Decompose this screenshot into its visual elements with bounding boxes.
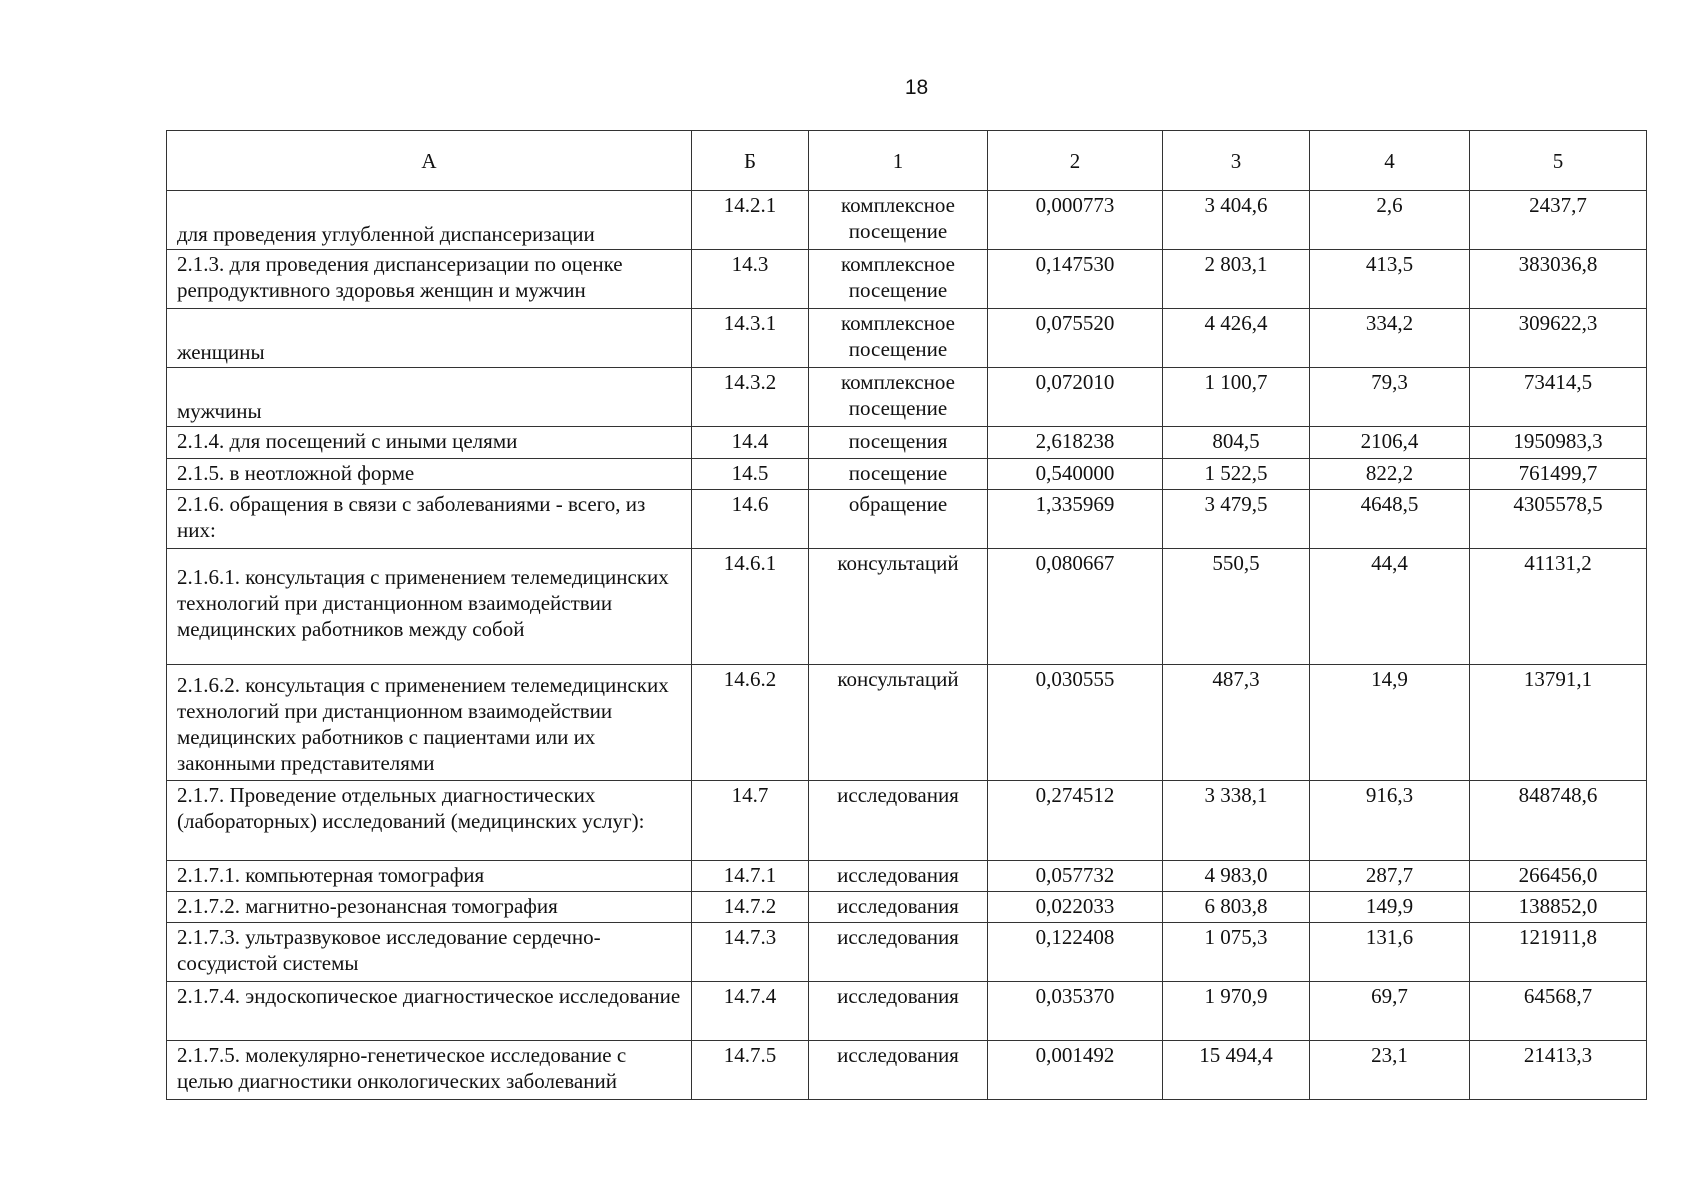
row-col-2: 0,001492 (988, 1041, 1163, 1100)
row-col-4: 79,3 (1310, 368, 1470, 427)
row-col-2: 0,075520 (988, 309, 1163, 368)
row-col-5: 64568,7 (1470, 982, 1647, 1041)
row-name: 2.1.6.2. консультация с применением телемедицинских технологий при дистанционном взаимодействии медицинских работников с пациентами или их законными представителями (167, 665, 692, 781)
row-code: 14.3.2 (692, 368, 809, 427)
row-col-4: 131,6 (1310, 923, 1470, 982)
row-col-4: 2106,4 (1310, 427, 1470, 459)
row-code: 14.7.4 (692, 982, 809, 1041)
row-code: 14.7.1 (692, 861, 809, 892)
table-row (167, 781, 1647, 861)
row-col-5: 309622,3 (1470, 309, 1647, 368)
row-col-5: 41131,2 (1470, 549, 1647, 665)
row-col-4: 822,2 (1310, 459, 1470, 490)
table-row (167, 250, 1647, 309)
row-col-3: 1 970,9 (1163, 982, 1310, 1041)
row-unit: исследования (809, 982, 988, 1041)
row-col-4: 4648,5 (1310, 490, 1470, 549)
row-col-3: 4 983,0 (1163, 861, 1310, 892)
row-col-4: 14,9 (1310, 665, 1470, 781)
row-col-3: 3 404,6 (1163, 191, 1310, 250)
row-col-5: 138852,0 (1470, 892, 1647, 923)
row-col-5: 383036,8 (1470, 250, 1647, 309)
row-code: 14.3.1 (692, 309, 809, 368)
page-number: 18 (904, 76, 929, 99)
row-name: 2.1.7.5. молекулярно-генетическое исследование с целью диагностики онкологических заболеваний (167, 1041, 692, 1100)
row-unit: исследования (809, 781, 988, 861)
row-unit: посещения (809, 427, 988, 459)
row-name: 2.1.7. Проведение отдельных диагностических (лабораторных) исследований (медицинских услуг): (167, 781, 692, 861)
row-col-3: 1 075,3 (1163, 923, 1310, 982)
row-col-3: 6 803,8 (1163, 892, 1310, 923)
row-name: 2.1.6.1. консультация с применением телемедицинских технологий при дистанционном взаимодействии медицинских работников между собой (167, 549, 692, 665)
row-unit: посещение (809, 459, 988, 490)
row-code: 14.7.3 (692, 923, 809, 982)
row-name: 2.1.3. для проведения диспансеризации по оценке репродуктивного здоровья женщин и мужчин (167, 250, 692, 309)
data-table (166, 130, 1647, 1100)
row-unit: исследования (809, 1041, 988, 1100)
row-name: 2.1.6. обращения в связи с заболеваниями - всего, из них: (167, 490, 692, 549)
row-col-2: 0,057732 (988, 861, 1163, 892)
table-header-row (167, 131, 1647, 191)
row-col-3: 804,5 (1163, 427, 1310, 459)
column-header-1: 1 (809, 131, 988, 191)
row-col-2: 0,022033 (988, 892, 1163, 923)
table-row (167, 459, 1647, 490)
row-col-5: 13791,1 (1470, 665, 1647, 781)
row-name: 2.1.7.3. ультразвуковое исследование сердечно-сосудистой системы (167, 923, 692, 982)
row-col-4: 916,3 (1310, 781, 1470, 861)
row-code: 14.3 (692, 250, 809, 309)
table-row (167, 368, 1647, 427)
row-name: 2.1.7.2. магнитно-резонансная томография (167, 892, 692, 923)
row-unit: комплексное посещение (809, 309, 988, 368)
column-header-5: 5 (1470, 131, 1647, 191)
row-col-2: 0,000773 (988, 191, 1163, 250)
row-unit: комплексное посещение (809, 191, 988, 250)
row-unit: комплексное посещение (809, 250, 988, 309)
row-col-2: 0,147530 (988, 250, 1163, 309)
row-col-5: 121911,8 (1470, 923, 1647, 982)
row-col-2: 2,618238 (988, 427, 1163, 459)
row-code: 14.7.5 (692, 1041, 809, 1100)
row-col-3: 487,3 (1163, 665, 1310, 781)
row-unit: консультаций (809, 665, 988, 781)
row-code: 14.7 (692, 781, 809, 861)
row-col-2: 0,072010 (988, 368, 1163, 427)
row-col-5: 4305578,5 (1470, 490, 1647, 549)
row-name: женщины (167, 309, 692, 368)
row-col-2: 1,335969 (988, 490, 1163, 549)
column-header-2: 2 (988, 131, 1163, 191)
row-col-4: 2,6 (1310, 191, 1470, 250)
row-col-4: 69,7 (1310, 982, 1470, 1041)
row-col-5: 2437,7 (1470, 191, 1647, 250)
row-col-4: 287,7 (1310, 861, 1470, 892)
row-code: 14.5 (692, 459, 809, 490)
row-col-4: 23,1 (1310, 1041, 1470, 1100)
table-row (167, 549, 1647, 665)
column-header-a: А (167, 131, 692, 191)
column-header-b: Б (692, 131, 809, 191)
table-row (167, 427, 1647, 459)
column-header-3: 3 (1163, 131, 1310, 191)
row-col-2: 0,274512 (988, 781, 1163, 861)
table-row (167, 861, 1647, 892)
row-col-3: 1 100,7 (1163, 368, 1310, 427)
row-col-2: 0,080667 (988, 549, 1163, 665)
row-col-5: 21413,3 (1470, 1041, 1647, 1100)
row-col-3: 3 338,1 (1163, 781, 1310, 861)
column-header-4: 4 (1310, 131, 1470, 191)
row-unit: исследования (809, 861, 988, 892)
row-code: 14.2.1 (692, 191, 809, 250)
table-row (167, 1041, 1647, 1100)
row-col-5: 848748,6 (1470, 781, 1647, 861)
row-col-5: 761499,7 (1470, 459, 1647, 490)
row-col-5: 1950983,3 (1470, 427, 1647, 459)
row-unit: исследования (809, 923, 988, 982)
row-code: 14.4 (692, 427, 809, 459)
row-unit: исследования (809, 892, 988, 923)
row-col-3: 550,5 (1163, 549, 1310, 665)
row-col-2: 0,122408 (988, 923, 1163, 982)
table-row (167, 665, 1647, 781)
row-code: 14.7.2 (692, 892, 809, 923)
row-col-3: 1 522,5 (1163, 459, 1310, 490)
row-code: 14.6.1 (692, 549, 809, 665)
row-col-3: 4 426,4 (1163, 309, 1310, 368)
row-col-3: 3 479,5 (1163, 490, 1310, 549)
row-unit: обращение (809, 490, 988, 549)
row-unit: консультаций (809, 549, 988, 665)
row-col-2: 0,035370 (988, 982, 1163, 1041)
row-code: 14.6 (692, 490, 809, 549)
row-name: 2.1.7.1. компьютерная томография (167, 861, 692, 892)
table-row (167, 309, 1647, 368)
row-col-4: 149,9 (1310, 892, 1470, 923)
row-name: 2.1.4. для посещений с иными целями (167, 427, 692, 459)
table-row (167, 892, 1647, 923)
row-col-4: 334,2 (1310, 309, 1470, 368)
row-col-3: 15 494,4 (1163, 1041, 1310, 1100)
row-name: мужчины (167, 368, 692, 427)
row-col-3: 2 803,1 (1163, 250, 1310, 309)
row-col-5: 266456,0 (1470, 861, 1647, 892)
row-col-2: 0,540000 (988, 459, 1163, 490)
row-name: для проведения углубленной диспансеризации (167, 191, 692, 250)
table-row (167, 982, 1647, 1041)
row-name: 2.1.7.4. эндоскопическое диагностическое исследование (167, 982, 692, 1041)
row-col-4: 44,4 (1310, 549, 1470, 665)
row-col-2: 0,030555 (988, 665, 1163, 781)
row-code: 14.6.2 (692, 665, 809, 781)
row-col-4: 413,5 (1310, 250, 1470, 309)
table-row (167, 923, 1647, 982)
row-unit: комплексное посещение (809, 368, 988, 427)
table-row (167, 490, 1647, 549)
row-name: 2.1.5. в неотложной форме (167, 459, 692, 490)
table-row (167, 191, 1647, 250)
row-col-5: 73414,5 (1470, 368, 1647, 427)
